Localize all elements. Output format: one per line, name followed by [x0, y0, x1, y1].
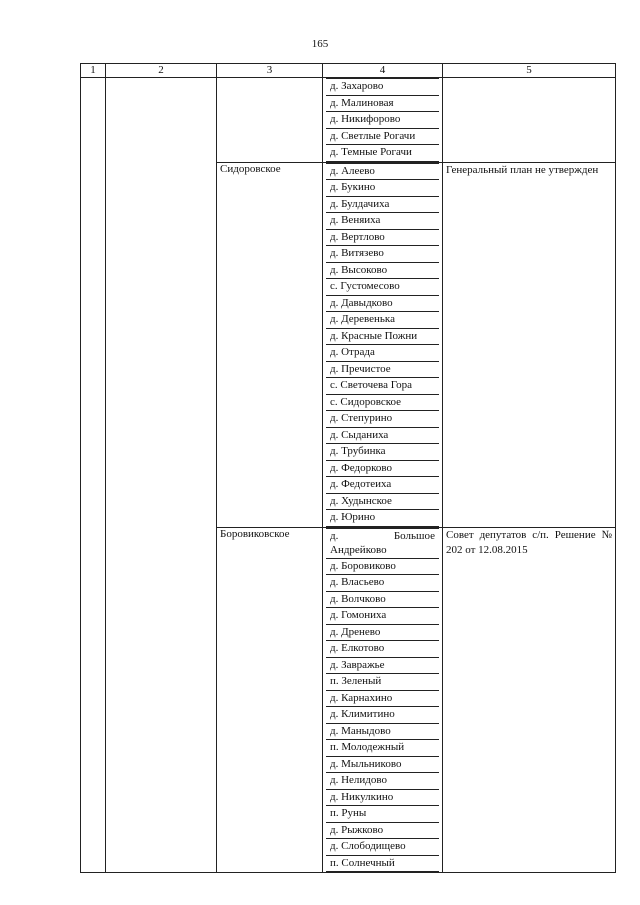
village-name: д. Федотеиха [326, 477, 439, 494]
village-name: п. Руны [326, 806, 439, 823]
village-row [326, 528, 439, 558]
plan-status [443, 78, 616, 163]
settlement-name [217, 78, 323, 163]
village-name: д. Витязево [326, 246, 439, 263]
village-name: д. Завражье [326, 657, 439, 674]
village-row [326, 839, 439, 856]
village-list [326, 163, 439, 527]
village-name: д. Никифорово [326, 112, 439, 129]
village-list [326, 78, 439, 162]
village-name: д. Пречистое [326, 361, 439, 378]
table-header-row [81, 64, 616, 78]
village-row [326, 279, 439, 296]
village-row [326, 740, 439, 757]
village-row [326, 95, 439, 112]
village-name: д. Боровиково [326, 558, 439, 575]
village-row [326, 411, 439, 428]
village-row [326, 806, 439, 823]
village-name: д. Светлые Рогачи [326, 128, 439, 145]
village-row [326, 262, 439, 279]
village-row [326, 145, 439, 162]
village-row [326, 312, 439, 329]
village-row [326, 180, 439, 197]
village-row [326, 674, 439, 691]
village-row [326, 361, 439, 378]
village-name: д. Федорково [326, 460, 439, 477]
village-name: д. Алеево [326, 163, 439, 180]
village-name: д. Никулкино [326, 789, 439, 806]
village-row [326, 558, 439, 575]
village-row [326, 493, 439, 510]
village-name: д. Маныдово [326, 723, 439, 740]
village-name: д. Большое Андрейково [326, 528, 439, 558]
village-name: д. Юрино [326, 510, 439, 527]
village-name: д. Темные Рогачи [326, 145, 439, 162]
village-row [326, 608, 439, 625]
village-name: д. Булдачиха [326, 196, 439, 213]
village-name: д. Красные Пожни [326, 328, 439, 345]
row-number-cell [81, 78, 106, 873]
village-row [326, 112, 439, 129]
village-row [326, 79, 439, 96]
village-row [326, 378, 439, 395]
village-name: д. Карнахино [326, 690, 439, 707]
village-row [326, 690, 439, 707]
village-list-cell [323, 162, 443, 527]
village-row [326, 789, 439, 806]
column-header: 2 [106, 64, 217, 78]
village-name: д. Нелидово [326, 773, 439, 790]
village-row [326, 229, 439, 246]
village-row [326, 246, 439, 263]
plan-status: Генеральный план не утвержден [443, 162, 616, 527]
village-list-cell [323, 527, 443, 873]
village-row [326, 394, 439, 411]
village-row [326, 345, 439, 362]
page-number: 165 [311, 38, 329, 50]
village-name: д. Сыданиха [326, 427, 439, 444]
village-name: д. Букино [326, 180, 439, 197]
village-row [326, 641, 439, 658]
table-row [81, 78, 616, 163]
village-name: д. Отрада [326, 345, 439, 362]
village-name: д. Худынское [326, 493, 439, 510]
column-header: 5 [443, 64, 616, 78]
village-row [326, 163, 439, 180]
village-row [326, 855, 439, 872]
village-row [326, 477, 439, 494]
village-name: д. Власьево [326, 575, 439, 592]
village-row [326, 707, 439, 724]
municipal-table [80, 63, 616, 873]
village-name: д. Высоково [326, 262, 439, 279]
village-name: д. Степурино [326, 411, 439, 428]
village-row [326, 723, 439, 740]
village-row [326, 427, 439, 444]
column-header: 3 [217, 64, 323, 78]
village-row [326, 822, 439, 839]
village-row [326, 773, 439, 790]
settlement-name: Сидоровское [217, 162, 323, 527]
village-list [326, 528, 439, 873]
village-name: д. Гомониха [326, 608, 439, 625]
village-row [326, 756, 439, 773]
village-name: п. Молодежный [326, 740, 439, 757]
column-header: 1 [81, 64, 106, 78]
village-row [326, 591, 439, 608]
village-row [326, 196, 439, 213]
column-header: 4 [323, 64, 443, 78]
village-row [326, 444, 439, 461]
village-row [326, 575, 439, 592]
village-row [326, 128, 439, 145]
village-name: д. Волчково [326, 591, 439, 608]
village-name: д. Захарово [326, 79, 439, 96]
plan-status: Совет депутатов с/п. Решение № 202 от 12.08.2015 [443, 527, 616, 873]
village-row [326, 328, 439, 345]
village-name: д. Трубинка [326, 444, 439, 461]
settlement-name: Боровиковское [217, 527, 323, 873]
village-name: д. Вертлово [326, 229, 439, 246]
village-row [326, 460, 439, 477]
village-row [326, 510, 439, 527]
village-row [326, 624, 439, 641]
village-name: д. Елкотово [326, 641, 439, 658]
district-cell [106, 78, 217, 873]
village-list-cell [323, 78, 443, 163]
village-name: д. Веняиха [326, 213, 439, 230]
village-name: с. Светочева Гора [326, 378, 439, 395]
village-name: д. Малиновая [326, 95, 439, 112]
village-row [326, 657, 439, 674]
village-name: д. Мыльниково [326, 756, 439, 773]
village-name: д. Слободищево [326, 839, 439, 856]
village-name: с. Сидоровское [326, 394, 439, 411]
village-name: д. Климитино [326, 707, 439, 724]
village-name: д. Давыдково [326, 295, 439, 312]
village-name: с. Густомесово [326, 279, 439, 296]
village-name: д. Дренево [326, 624, 439, 641]
village-name: д. Деревенька [326, 312, 439, 329]
village-name: п. Зеленый [326, 674, 439, 691]
village-name: п. Солнечный [326, 855, 439, 872]
village-row [326, 295, 439, 312]
village-row [326, 213, 439, 230]
village-name: д. Рыжково [326, 822, 439, 839]
